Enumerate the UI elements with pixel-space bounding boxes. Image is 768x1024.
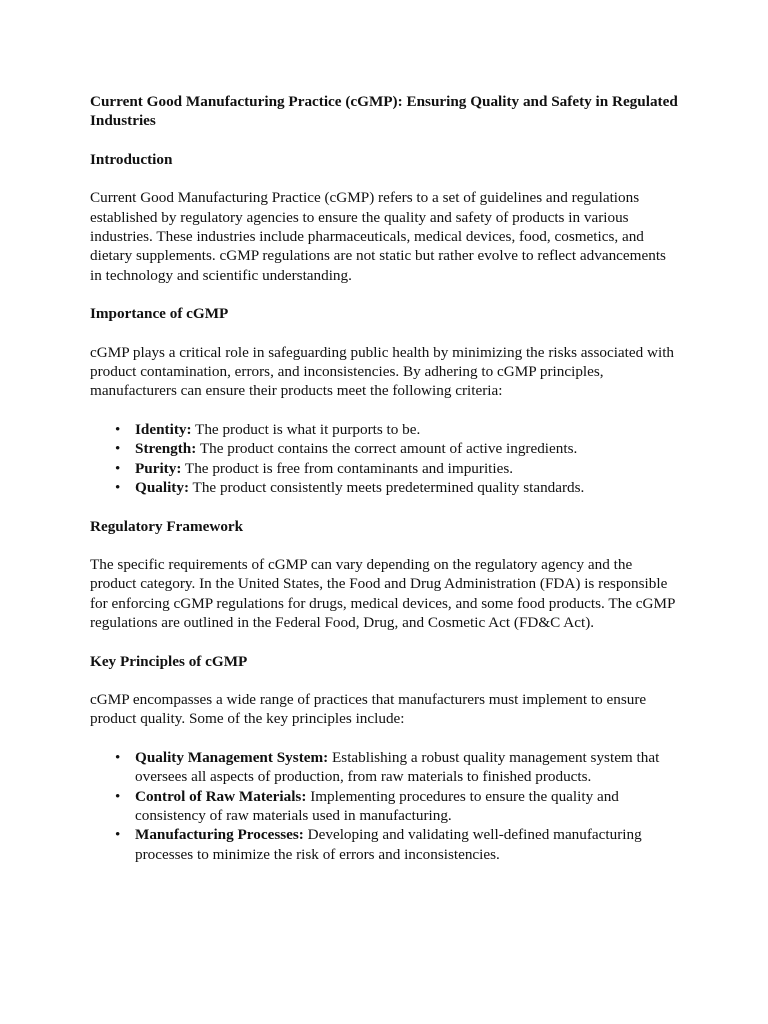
criteria-term: Strength: <box>135 440 197 458</box>
principle-term: Control of Raw Materials: <box>135 787 307 805</box>
list-item <box>115 825 680 864</box>
bullet-icon: • <box>115 420 121 438</box>
bullet-icon: • <box>115 748 121 766</box>
bullet-icon: • <box>115 787 121 805</box>
criteria-text: The product consistently meets predetermined quality standards. <box>189 479 585 497</box>
heading-principles: Key Principles of cGMP <box>90 652 248 670</box>
document-page <box>90 92 680 883</box>
paragraph-principles: cGMP encompasses a wide range of practices that manufacturers must implement to ensure product quality. Some of the key principles include: <box>90 690 647 728</box>
criteria-term: Purity: <box>135 459 182 477</box>
bullet-icon: • <box>115 479 121 497</box>
heading-introduction: Introduction <box>90 150 173 168</box>
principle-text: Developing and validating well-defined manufacturing processes to minimize the risk of errors and inconsistencies. <box>135 826 642 863</box>
principle-text: Establishing a robust quality management system that oversees all aspects of production, from raw materials to finished products. <box>135 748 660 786</box>
document-title: Current Good Manufacturing Practice (cGMP): Ensuring Quality and Safety in Regulated Industries <box>90 93 678 130</box>
criteria-term: Quality: <box>135 479 190 497</box>
criteria-term: Identity: <box>135 420 192 438</box>
list-item <box>115 420 680 439</box>
list-item <box>115 478 680 497</box>
criteria-text: The product contains the correct amount of active ingredients. <box>196 440 578 458</box>
paragraph-importance: cGMP plays a critical role in safeguarding public health by minimizing the risks associated with product contamination, errors, and inconsistencies. By adhering to cGMP principles, manufacturers can ensure their products meet the following criteria: <box>90 343 675 400</box>
principle-term: Manufacturing Processes: <box>135 826 304 844</box>
heading-importance: Importance of cGMP <box>90 305 229 323</box>
principle-term: Quality Management System: <box>135 748 329 766</box>
list-item <box>115 439 680 458</box>
paragraph-introduction: Current Good Manufacturing Practice (cGMP) refers to a set of guidelines and regulations established by regulatory agencies to ensure the quality and safety of products in various industries. These industries include pharmaceuticals, medical devices, food, cosmetics, and dietary supplements. cGMP regulations are not static but rather evolve to reflect advancements in technology and scientific understanding. <box>90 189 666 284</box>
paragraph-regulatory: The specific requirements of cGMP can vary depending on the regulatory agency and the product category. In the United States, the Food and Drug Administration (FDA) is responsible for enforcing cGMP regulations for drugs, medical devices, and some food products. The cGMP regulations are outlined in the Federal Food, Drug, and Cosmetic Act (FD&C Act). <box>90 555 675 632</box>
bullet-icon: • <box>115 826 121 844</box>
principle-text: Implementing procedures to ensure the quality and consistency of raw materials used in manufacturing. <box>135 787 619 824</box>
bullet-icon: • <box>115 459 121 477</box>
bullet-icon: • <box>115 440 121 458</box>
list-item <box>115 787 680 826</box>
criteria-list <box>90 420 680 498</box>
principles-list <box>90 748 680 864</box>
list-item <box>115 748 680 787</box>
heading-regulatory: Regulatory Framework <box>90 517 244 535</box>
list-item <box>115 459 680 478</box>
criteria-text: The product is free from contaminants and impurities. <box>181 459 514 477</box>
criteria-text: The product is what it purports to be. <box>191 420 421 438</box>
